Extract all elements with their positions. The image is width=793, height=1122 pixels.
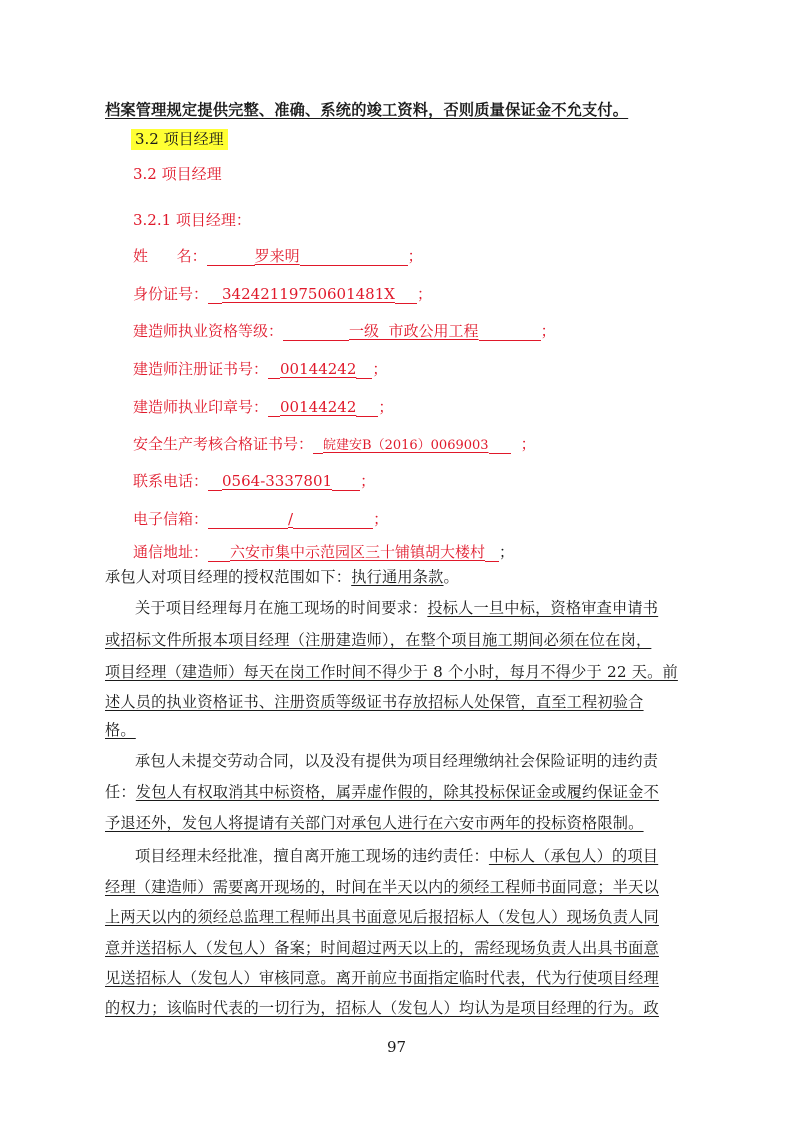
paragraph-1-line-2: 或招标文件所报本项目经理（注册建造师），在整个项目施工期间必须在位在岗， bbox=[105, 631, 652, 649]
paragraph-1-line-4: 述人员的执业资格证书、注册资质等级证书存放招标人处保管，直至工程初验合 bbox=[105, 693, 644, 711]
page-number: 97 bbox=[386, 1038, 407, 1056]
paragraph-3-line-6: 的权力；该临时代表的一切行为，招标人（发包人）均认为是项目经理的行为。政 bbox=[105, 999, 659, 1017]
paragraph-3-line-1: 项目经理未经批准，擅自离开施工现场的违约责任：中标人（承包人）的项目 bbox=[135, 847, 659, 865]
section-heading-highlighted: 3.2 项目经理 bbox=[131, 128, 228, 149]
field-id-number: 身份证号： 342421197506014​81X ； bbox=[133, 285, 432, 303]
subsection-heading: 3.2.1 项目经理： bbox=[133, 211, 251, 229]
paragraph-1-line-1: 关于项目经理每月在施工现场的时间要求：投标人一旦中标，资格审查申请书 bbox=[135, 599, 659, 617]
intro-line: 档案管理规定提供完整、准确、系统的竣工资料，否则质量保证金不允支付。 bbox=[105, 101, 629, 119]
field-safety-certificate: 安全生产考核合格证书号： 皖建安B（2016）0069003 ； bbox=[133, 435, 536, 453]
paragraph-1-line-3: 项目经理（建造师）每天在岗工作时间不得少于 8 个小时，每月不得少于 22 天。前 bbox=[105, 663, 678, 681]
paragraph-2-line-1: 承包人未提交劳动合同，以及没有提供为项目经理缴纳社会保险证明的违约责 bbox=[135, 752, 659, 770]
field-phone: 联系电话： 0564-3337801 ； bbox=[133, 472, 376, 490]
paragraph-2-line-3: 予退还外，发包人将提请有关部门对承包人进行在六安市两年的投标资格限制。 bbox=[105, 814, 644, 832]
field-registration-number: 建造师注册证书号： 00144242 ； bbox=[133, 360, 388, 378]
field-name: 姓 名： 罗来明 ； bbox=[133, 247, 423, 265]
authorization-line: 承包人对项目经理的授权范围如下：执行通用条款。 bbox=[105, 568, 459, 586]
field-email: 电子信箱： / ； bbox=[133, 510, 389, 528]
paragraph-3-line-2: 经理（建造师）需要离开现场的，时间在半天以内的须经工程师书面同意；半天以 bbox=[105, 878, 659, 896]
paragraph-3-line-4: 意并送招标人（发包人）备案；时间超过两天以上的，需经现场负责人出具书面意 bbox=[105, 939, 659, 957]
paragraph-2-line-2: 任：发包人有权取消其中标资格，属弄虚作假的，除其投标保证金或履约保证金不 bbox=[105, 783, 659, 801]
field-qualification-level: 建造师执业资格等级： 一级 市政公用工程 ； bbox=[133, 322, 556, 340]
field-seal-number: 建造师执业印章号： 00144242 ； bbox=[133, 398, 394, 416]
paragraph-3-line-5: 见送招标人（发包人）审核同意。离开前应书面指定临时代表，代为行使项目经理 bbox=[105, 969, 659, 987]
section-heading: 3.2 项目经理 bbox=[133, 165, 222, 183]
field-address: 通信地址： 六安市集中示范园区三十铺镇胡大楼村 ； bbox=[133, 543, 515, 561]
paragraph-1-line-5: 格。 bbox=[105, 721, 136, 739]
paragraph-3-line-3: 上两天以内的须经总监理工程师出具书面意见后报招标人（发包人）现场负责人同 bbox=[105, 908, 659, 926]
